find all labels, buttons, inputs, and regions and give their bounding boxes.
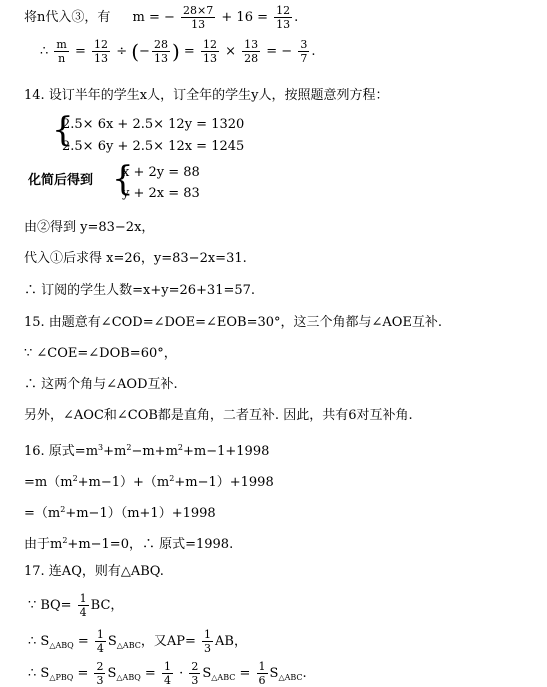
q14-answer: ∴ 订阅的学生人数=x+y=26+31=57. [24, 283, 256, 298]
q15-line1: 15. 由题意有∠COD=∠DOE=∠EOB=30°，这三个角都与∠AOE互补. [24, 315, 443, 330]
q14-substitute: 代入①后求得 x=26，y=83−2x=31. [24, 251, 247, 266]
q15-line3: ∴ 这两个角与∠AOD互补. [24, 377, 178, 392]
q14-eq2: 2.5× 6y + 2.5× 12x = 1245 [62, 139, 245, 154]
fraction-m-n: $\frac{m}{n}$ [56, 38, 67, 65]
q16-line4: 由于$m^2+m-1=0$，∴ 原式=1998. [24, 536, 234, 552]
q16-line1: 16. 原式$=m^3+m^2-m+m^2+m-1+1998$ [24, 443, 270, 459]
q16-line3: $=(m^2+m-1)(m+1)+1998$ [24, 505, 216, 521]
line-m-over-n: ∴ $\frac{m}{n}$ = $\frac{12}{13}$ ÷ (− $\frac{28}{13}$ ) = $\frac{12}{13}$ × $\frac{13}{28}$ = − $\frac{3}{7}$ . [40, 38, 316, 65]
line-substitute-n: 将n代入③，有 m = − $\frac{28\times 7}{13}$ + 16 = $\frac{12}{13}$ . [24, 4, 299, 31]
brace-1: { [52, 110, 74, 150]
q15-line4: 另外，∠AOC和∠COB都是直角，二者互补. 因此，共有6对互补角. [24, 408, 413, 423]
q14-simplified-label: 化简后得到 [28, 173, 94, 188]
text-m-eq: m = − [132, 10, 175, 25]
q16-line2: $=m(m^2+m-1)+(m^2+m-1)+1998$ [24, 474, 274, 490]
brace-2: { [112, 159, 134, 199]
q17-title: 17. 连AQ，则有△ABQ. [24, 564, 164, 579]
text-plus-16: + 16 = [221, 10, 268, 25]
q17-line3: ∴ $S_{\triangle ABQ}$ = $\frac{1}{4}$ $S_{\triangle ABC}$，又AP= $\frac{1}{3}$ AB， [28, 628, 247, 655]
q14-s1: x + 2y = 88 [122, 165, 200, 180]
q14-s2: y + 2x = 83 [122, 186, 200, 201]
q14-from2: 由②得到 y=83−2x， [24, 220, 155, 235]
fraction-2: $\frac{12}{13}$ [276, 4, 291, 31]
fraction-1: $\frac{28\times 7}{13}$ [183, 4, 214, 31]
q14-title: 14. 设订半年的学生x人，订全年的学生y人，按照题意列方程： [24, 88, 389, 103]
text-substitute: 将n代入③，有 [24, 10, 111, 25]
q17-line2: ∵ BQ= $\frac{1}{4}$ BC， [28, 592, 124, 619]
q17-line4: ∴ $S_{\triangle PBQ}$ = $\frac{2}{3}$ $S_{\triangle ABQ}$ = $\frac{1}{4}$ · $\frac{2}{3}$ $S_{\triangle ABC}$ = $\frac{1}{6}$ $S_{\triangle ABC}$. [28, 660, 307, 687]
q14-eq1: 2.5× 6x + 2.5× 12y = 1320 [62, 117, 245, 132]
q15-line2: ∵ ∠COE=∠DOB=60°， [24, 346, 177, 361]
